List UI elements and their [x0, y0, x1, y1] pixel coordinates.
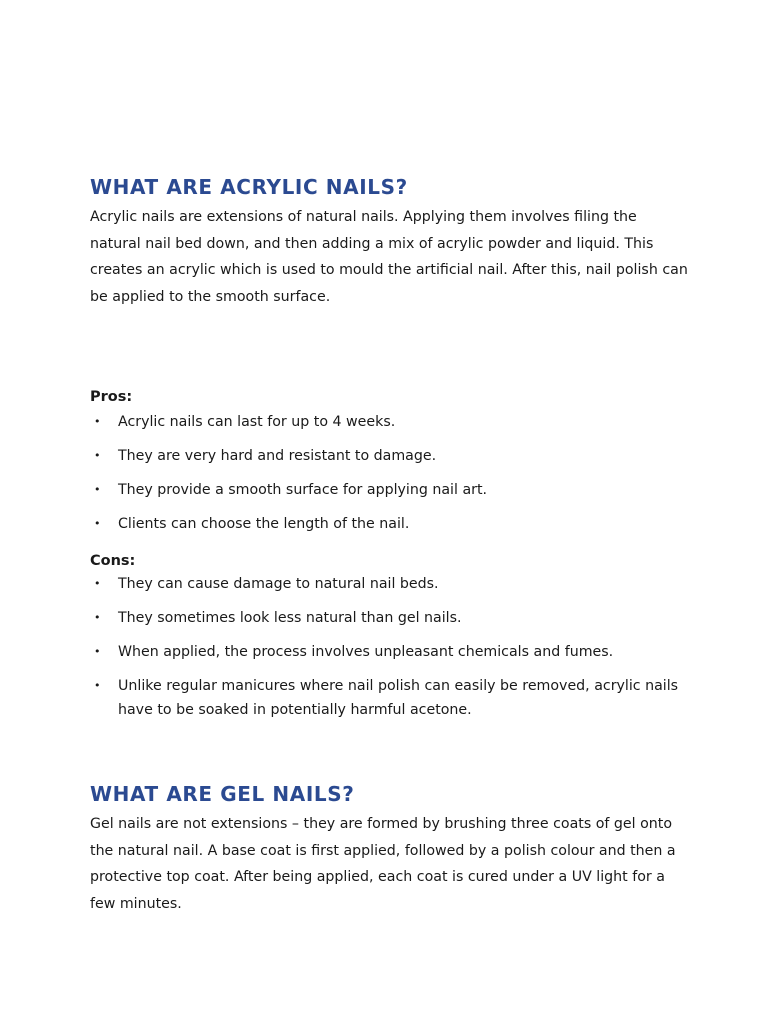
bullet-icon: •	[94, 577, 101, 590]
bullet-icon: •	[94, 415, 101, 428]
list-item-text: They provide a smooth surface for applying nail art.	[118, 482, 488, 498]
list-item-text: Clients can choose the length of the nail.	[118, 516, 410, 532]
pros-list	[90, 410, 690, 546]
bullet-icon: •	[94, 449, 101, 462]
cons-list	[90, 572, 690, 732]
list-item-text: Unlike regular manicures where nail polish can easily be removed, acrylic nails have to be soaked in potentially harmful acetone.	[118, 678, 679, 718]
list-item	[90, 410, 690, 434]
list-item-text: They are very hard and resistant to damage.	[118, 448, 437, 464]
list-item	[90, 674, 690, 722]
list-item	[90, 512, 690, 536]
gel-heading: WHAT ARE GEL NAILS?	[90, 782, 355, 806]
list-item-text: They sometimes look less natural than gel nails.	[118, 610, 462, 626]
bullet-icon: •	[94, 483, 101, 496]
list-item	[90, 640, 690, 664]
gel-paragraph: Gel nails are not extensions – they are formed by brushing three coats of gel onto the natural nail. A base coat is first applied, followed by a polish colour and then a protective top coat. After being applied, each coat is cured under a UV light for a few minutes.	[90, 816, 676, 912]
bullet-icon: •	[94, 611, 101, 624]
acrylic-heading: WHAT ARE ACRYLIC NAILS?	[90, 175, 408, 199]
acrylic-paragraph: Acrylic nails are extensions of natural nails. Applying them involves filing the natural nail bed down, and then adding a mix of acrylic powder and liquid. This creates an acrylic which is used to mould the artificial nail. After this, nail polish can be applied to the smooth surface.	[90, 209, 688, 305]
list-item-text: When applied, the process involves unpleasant chemicals and fumes.	[118, 644, 614, 660]
bullet-icon: •	[94, 645, 101, 658]
list-item	[90, 444, 690, 468]
cons-label: Cons:	[90, 553, 136, 569]
list-item-text: They can cause damage to natural nail beds.	[118, 576, 439, 592]
pros-label: Pros:	[90, 389, 133, 405]
list-item	[90, 478, 690, 502]
list-item	[90, 606, 690, 630]
list-item-text: Acrylic nails can last for up to 4 weeks.	[118, 414, 396, 430]
list-item	[90, 572, 690, 596]
bullet-icon: •	[94, 517, 101, 530]
bullet-icon: •	[94, 679, 101, 692]
